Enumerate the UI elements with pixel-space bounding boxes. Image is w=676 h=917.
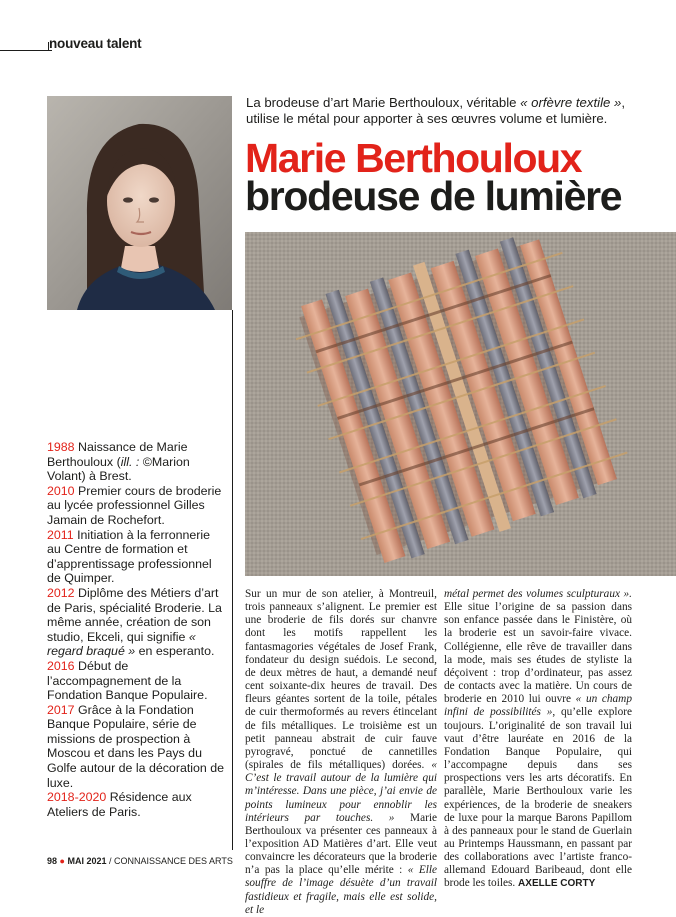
timeline-year: 2012 [47,585,75,600]
body-col1-quote: « C’est le travail autour de la lumière qui m’intéresse. Dans une pièce, j’ai envie de points lumineux pour ennoblir les intérieurs par touches. » [245,759,437,824]
timeline-entry-text: Résidence aux Ateliers de Paris. [47,790,192,819]
timeline-entry [47,790,227,819]
body-col2-text: Elle situe l’origine de sa passion dans son enfance passée dans le Finistère, où la broderie est un savoir-faire vivace. Collégienne, elle rêve de travailler dans la mode, mais ses études de styliste la déçoivent : trop d’ordinateur, pas assez de contacts avec la matière. Un cours de broderie en 2010 lui ouvre [444,601,632,706]
page-number: 98 [47,856,58,866]
timeline-year: 2016 [47,658,75,673]
timeline-entry [47,484,227,528]
sidebar-rule [232,310,233,850]
timeline-entry [47,659,227,703]
timeline-entry-quote: « regard braqué » [47,629,196,659]
timeline-entry-text: Début de l’accompagnement de la Fondation Banque Populaire. [47,658,208,703]
standfirst: La brodeuse d’art Marie Berthouloux, véritable « orfèvre textile », utilise le métal pour apporter à ses œuvres volume et lumière. [246,95,625,126]
timeline-entry-text: Naissance de Marie Berthouloux ( [47,440,188,469]
rubric-rule [0,50,52,51]
timeline-entry-quote: ill. : [120,454,140,469]
timeline-entry [47,440,227,484]
timeline-year: 2017 [47,702,75,717]
rubric-label: nouveau talent [49,36,142,51]
timeline-year: 1988 [47,440,75,454]
timeline-entry-text: Premier cours de broderie au lycée professionnel Gilles Jamain de Rochefort. [47,483,222,527]
biography-timeline [47,440,227,819]
body-col1-text: Marie Berthouloux va présenter ces panneaux à l’exposition AD Matières d’art. Elle veut convaincre les décorateurs que la broderie n’a pas la place qu’elle mérite : [245,811,437,877]
body-col2-quote: « un champ infini de possibilités » [444,693,632,719]
body-col2-quote: métal permet des volumes sculpturaux ». [444,588,632,600]
subheadline: brodeuse de lumière [245,173,622,219]
timeline-year: 2018-2020 [47,790,107,805]
timeline-year: 2011 [47,527,74,542]
body-col1-quote: « Elle souffre de l’image désuète d’un travail fastidieux et fragile, mais elle est solide, et le [245,864,438,916]
page-footer [47,856,233,866]
body-col1-text: Sur un mur de son atelier, à Montreuil, trois panneaux s’alignent. Le premier est une broderie de fils dorés sur chanvre dont les motifs rappellent les fantasmagories végétales de Josef Frank, fondateur du design suédois. Le second, de deux mètres de haut, a demandé neuf cent soixante-dix heures de travail. Des fleurs géantes sortent de la toile, pétales de cuir thermoformés au revers étincelant de fils métalliques. Le troisième est un petit panneau abstrait de cuir fauve pyrogravé, ponctué de cannetilles (spirales de fils métalliques) dorées. [245,588,437,772]
timeline-entry [47,528,227,586]
magazine-name: CONNAISSANCE DES ARTS [114,856,233,866]
embroidery-artwork-photo [245,232,676,576]
timeline-entry-text: en esperanto. [135,644,215,659]
issue-date: MAI 2021 [67,856,107,866]
timeline-entry [47,586,227,659]
author-signature: AXELLE CORTY [518,878,596,890]
portrait-photo [47,96,232,310]
timeline-year: 2010 [47,483,75,498]
timeline-entry-text: Initiation à la ferronnerie au Centre de formation et d’apprentissage professionnel de Quimper. [47,527,212,586]
timeline-entry [47,703,227,791]
body-column-2 [444,588,632,891]
timeline-entry-text: ©Marion Volant) à Brest. [47,454,190,484]
footer-dot: ● [59,856,65,866]
body-column-1 [245,588,437,917]
timeline-entry-text: Diplôme des Métiers d’art de Paris, spécialité Broderie. La même année, création de son studio, Ekceli, qui signifie [47,585,222,644]
body-col2-text: , qu’elle explore toujours. L’originalité de son travail lui vaut d’être lauréate en 2016 de la Fondation Banque Populaire, qui l’accompagne depuis dans ses prospections vers les arts décoratifs. En parallèle, Marie Berthouloux varie les expériences, de la broderie de sneakers de luxe pour la marque Barons Papillom à des panneaux pour le stand de Guerlain au Printemps Haussmann, en passant par des collaborations avec l’artiste franco-allemand Edouard Baribeaud, dont elle brode les toiles. [444,706,632,890]
footer-separator: / [106,856,115,866]
timeline-entry-text: Grâce à la Fondation Banque Populaire, série de missions de prospection à Moscou et dans les Pays du Golfe autour de la décoration de luxe. [47,702,225,790]
headline: Marie Berthouloux [245,135,582,181]
